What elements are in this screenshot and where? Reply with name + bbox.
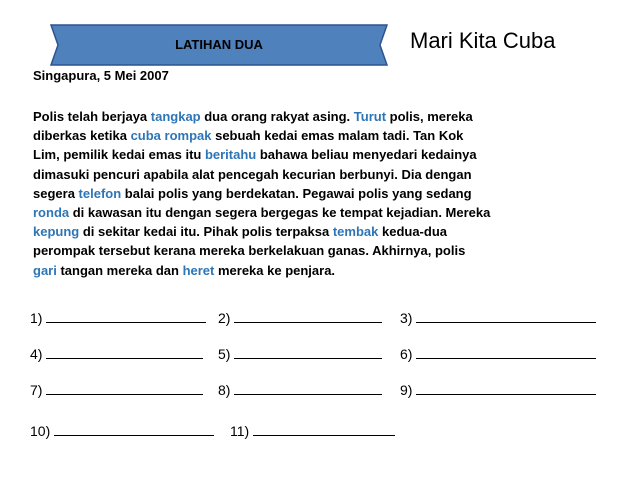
answer-number: 5) xyxy=(218,346,231,362)
keyword: Turut xyxy=(353,109,387,124)
passage-text: di kawasan itu dengan segera bergegas ke tempat kejadian. Mereka xyxy=(69,204,491,220)
answer-item xyxy=(400,346,596,362)
answer-item xyxy=(30,382,203,398)
keyword: cuba rompak xyxy=(130,128,212,144)
keyword: gari xyxy=(33,262,57,278)
passage-text: balai polis yang berdekatan. Pegawai polis yang sedang xyxy=(121,185,472,201)
answer-blank[interactable] xyxy=(253,423,395,436)
keyword: telefon xyxy=(78,185,122,201)
passage-line xyxy=(33,184,553,203)
passage-text: Polis telah berjaya xyxy=(33,109,151,124)
passage-text: dimasuki pencuri apabila alat pencegah kecurian berbunyi. Dia dengan xyxy=(33,166,472,182)
answer-item xyxy=(30,310,206,326)
passage-line xyxy=(33,241,553,260)
answer-item xyxy=(30,346,203,362)
passage-text: tangan mereka dan xyxy=(56,262,183,278)
answer-item xyxy=(218,382,382,398)
answer-number: 6) xyxy=(400,346,413,362)
passage-text: Lim, pemilik kedai emas itu xyxy=(33,147,205,163)
answer-item xyxy=(218,310,382,326)
answer-number: 10) xyxy=(30,423,51,439)
answer-number: 8) xyxy=(218,382,231,398)
answer-blank[interactable] xyxy=(234,382,382,395)
answer-blank[interactable] xyxy=(234,310,382,323)
answer-number: 7) xyxy=(30,382,43,398)
page-heading: Mari Kita Cuba xyxy=(410,28,556,53)
banner-title: LATIHAN DUA xyxy=(175,37,263,52)
keyword: heret xyxy=(182,262,215,278)
answer-number: 1) xyxy=(30,310,43,326)
answer-blank[interactable] xyxy=(46,310,206,323)
passage-line xyxy=(33,203,553,222)
answer-blank[interactable] xyxy=(46,346,203,359)
answer-blank[interactable] xyxy=(416,310,596,323)
title-banner xyxy=(50,24,388,66)
passage-text: sebuah kedai emas malam tadi. Tan Kok xyxy=(211,128,464,144)
answer-number: 2) xyxy=(218,310,231,326)
passage-line xyxy=(33,126,553,145)
passage-text: dua orang rakyat asing. xyxy=(200,109,354,124)
passage-line xyxy=(33,107,553,126)
answer-number: 3) xyxy=(400,310,413,326)
passage-text: polis, mereka xyxy=(386,109,473,124)
answer-item xyxy=(30,423,214,439)
answer-item xyxy=(400,310,596,326)
keyword: tembak xyxy=(332,224,379,240)
passage-text: diberkas ketika xyxy=(33,128,131,144)
passage-text: segera xyxy=(33,185,79,201)
passage-text: di sekitar kedai itu. Pihak polis terpaksa xyxy=(79,224,333,240)
answer-blank[interactable] xyxy=(416,382,596,395)
passage-text: perompak tersebut kerana mereka berkelakuan ganas. Akhirnya, polis xyxy=(33,243,466,259)
answer-blank[interactable] xyxy=(46,382,203,395)
keyword: ronda xyxy=(33,204,70,220)
answer-blank[interactable] xyxy=(234,346,382,359)
answer-number: 11) xyxy=(230,423,250,439)
passage-text: bahawa beliau menyedari kedainya xyxy=(256,147,477,163)
answer-item xyxy=(218,346,382,362)
answer-number: 9) xyxy=(400,382,413,398)
dateline: Singapura, 5 Mei 2007 xyxy=(33,68,169,83)
passage xyxy=(33,107,553,280)
answer-blank[interactable] xyxy=(54,423,214,436)
keyword: tangkap xyxy=(150,109,201,124)
passage-line xyxy=(33,261,553,280)
answer-blank[interactable] xyxy=(416,346,596,359)
passage-text: mereka ke penjara. xyxy=(214,262,336,278)
answer-number: 4) xyxy=(30,346,43,362)
keyword: beritahu xyxy=(204,147,257,163)
answer-item xyxy=(230,423,395,439)
passage-line xyxy=(33,165,553,184)
answer-item xyxy=(400,382,596,398)
keyword: kepung xyxy=(33,224,80,240)
passage-line xyxy=(33,222,553,241)
passage-line xyxy=(33,145,553,164)
passage-text: kedua-dua xyxy=(378,224,447,240)
